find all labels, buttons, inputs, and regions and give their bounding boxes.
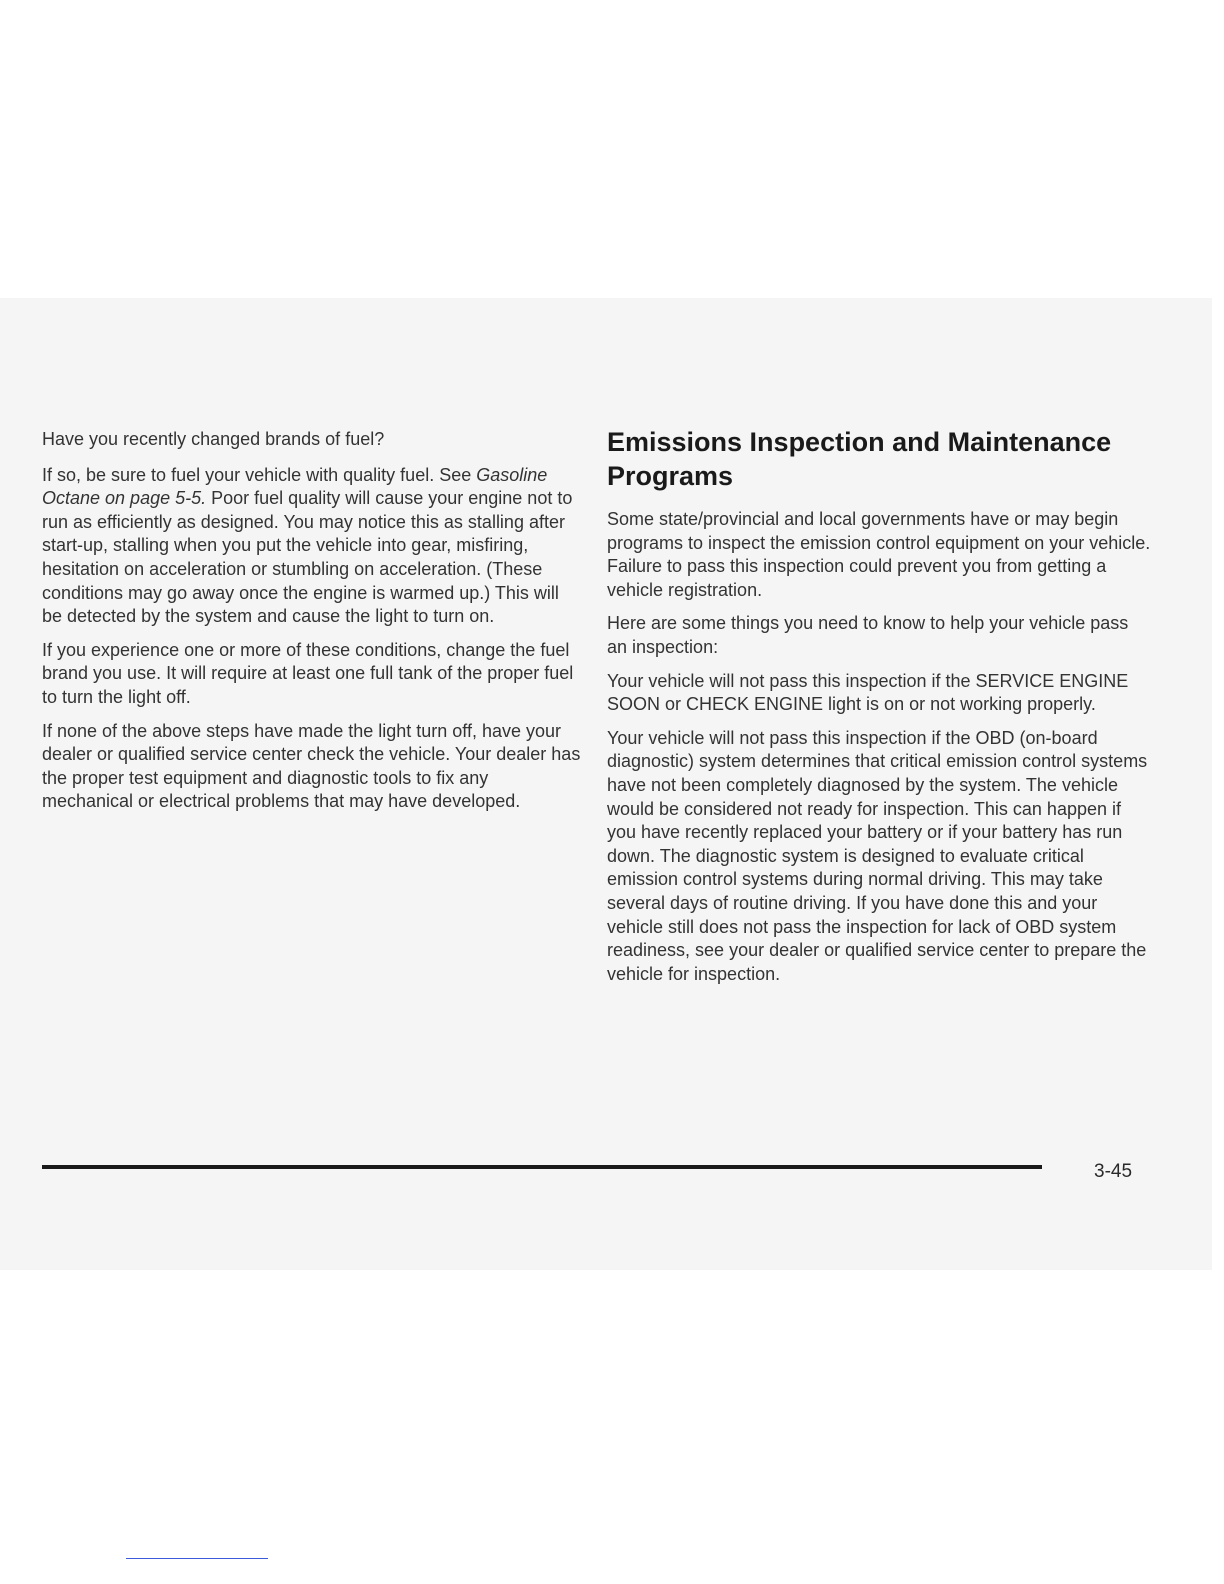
paragraph-fuel-quality: [42, 464, 582, 629]
page-number: 3-45: [1094, 1161, 1133, 1182]
right-column: [607, 425, 1152, 996]
paragraph-obd-readiness: Your vehicle will not pass this inspection if the OBD (on-board diagnostic) system determines that critical emission control systems have not been completely diagnosed by the system. The vehicle would be considered not ready for inspection. This can happen if you have recently replaced your battery or if your battery has run down. The diagnostic system is designed to evaluate critical emission control systems during normal driving. This may take several days of routine driving. If you have done this and your vehicle still does not pass the inspection for lack of OBD system readiness, see your dealer or qualified service center to prepare the vehicle for inspection.: [607, 727, 1148, 984]
footer-rule: [42, 1165, 1042, 1169]
paragraph-fuel-question: Have you recently changed brands of fuel?: [42, 429, 385, 449]
paragraph-fuel-quality-body: Poor fuel quality will cause your engine not to run as efficiently as designed. You may notice this as stalling after start-up, stalling when you put the vehicle into gear, misfiring, hesitation on acceleration or stumbling on acceleration. (These conditions may go away once the engine is warmed up.) This will be detected by the system and cause the light to turn on.: [42, 488, 573, 627]
left-column: [42, 428, 582, 824]
paragraph-things-to-know: Here are some things you need to know to help your vehicle pass an inspection:: [607, 613, 1129, 657]
paragraph-service-light: Your vehicle will not pass this inspection if the SERVICE ENGINE SOON or CHECK ENGINE light is on or not working properly.: [607, 670, 1129, 715]
paragraph-change-brand: If you experience one or more of these conditions, change the fuel brand you use. It will require at least one full tank of the proper fuel to turn the light off.: [42, 639, 574, 707]
cross-reference-link[interactable]: Gasoline Octane on page 5-5.: [42, 464, 548, 509]
paragraph-see-dealer: If none of the above steps have made the light turn off, have your dealer or qualified service center check the vehicle. Your dealer has the proper test equipment and diagnostic tools to fix any mechanical or electrical problems that may have developed.: [42, 720, 581, 812]
paragraph-fuel-quality-intro: If so, be sure to fuel your vehicle with quality fuel. See: [42, 464, 477, 485]
bottom-divider: [126, 1558, 268, 1559]
section-heading: Emissions Inspection and Maintenance Programs: [607, 427, 1112, 491]
paragraph-programs: Some state/provincial and local governments have or may begin programs to inspect the emission control equipment on your vehicle. Failure to pass this inspection could prevent you from getting a vehicle registration.: [607, 509, 1151, 600]
